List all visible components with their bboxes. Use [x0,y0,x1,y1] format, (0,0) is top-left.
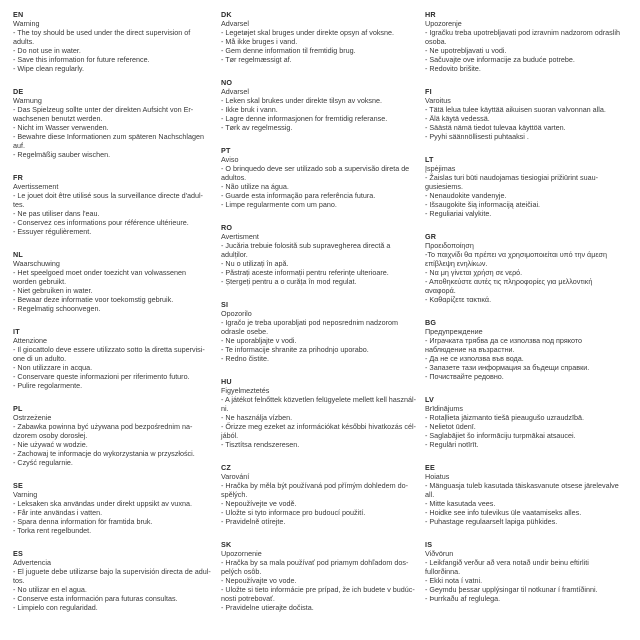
warning-line: - Das Spielzeug sollte unter der direkten Aufsicht von Er- [13,105,194,114]
warning-line: osoba. [425,37,447,46]
warning-line: - Leksaken ska användas under direkt uppsikt av vuxna. [13,499,192,508]
language-code: EN [13,10,24,19]
warning-line: jából. [221,431,239,440]
warning-line: - Reguliariai valykite. [425,209,492,218]
warning-line: - No utilizar en el agua. [13,585,87,594]
language-block-bg [425,318,636,381]
language-block-gr [425,232,636,304]
language-block-it [13,327,206,390]
language-code: FI [425,87,432,96]
column-1 [0,10,211,640]
warning-line: - Conservare queste informazioni per riferimento futuro. [13,372,190,381]
warning-line: - Zachowaj te informacje do wykorzystania w przyszłości. [13,449,195,458]
warning-heading: Varning [13,490,38,499]
language-block-fr [13,173,206,236]
warning-line: - Niet gebruiken in water. [13,286,93,295]
column-3 [406,10,640,640]
language-code: BG [425,318,437,327]
warning-line: - Conserve esta información para futuras consultas. [13,594,178,603]
warning-line: - Καθαρίζετε τακτικά. [425,295,492,304]
warning-line: - Αποθηκεύστε αυτές τις πληροφορίες για μελλοντική [425,277,593,286]
warning-line: - Pyyhi säännöllisesti puhtaaksi . [425,132,529,141]
language-block-no [221,78,406,132]
warning-heading: Aviso [221,155,239,164]
warning-line: - Wipe clean regularly. [13,64,84,73]
warning-line: pelých osôb. [221,567,262,576]
warning-line: - Pulire regolarmente. [13,381,83,390]
warning-line: - Nenaudokite vandenyje. [425,191,507,200]
warning-line: - Le jouet doit être utilisé sous la surveillance directe d'adul- [13,191,203,200]
warning-heading: Varování [221,472,250,481]
language-code: LT [425,155,434,164]
warning-line: - Почиствайте редовно. [425,372,504,381]
warning-heading: Предупреждение [425,327,483,336]
warning-line: - Uložte si tieto informácie pre prípad, že ich budete v budúc- [221,585,415,594]
language-code: NO [221,78,233,87]
warning-line: - Bewaar deze informatie voor toekomstig gebruik. [13,295,174,304]
warning-line: - Mänguasja tuleb kasutada täiskasvanute otsese järelevalve [425,481,619,490]
warning-line: - The toy should be used under the direct supervision of [13,28,191,37]
warning-line: auf. [13,141,25,150]
language-code: SI [221,300,229,309]
language-code: HU [221,377,232,386]
warning-line: - Torka rent regelbundet. [13,526,92,535]
warning-line: наблюдение на възрастни. [425,345,515,354]
warning-line: - Hračka by měla být používaná pod přímým dohledem do- [221,481,408,490]
language-code: DE [13,87,24,96]
warning-line: - Nu o utilizați în apă. [221,259,289,268]
language-code: RO [221,223,233,232]
language-code: SK [221,540,232,549]
warning-line: - Regelmäßig sauber wischen. [13,150,111,159]
warning-heading: Ostrzeżenie [13,413,52,422]
warning-heading: Varoitus [425,96,451,105]
language-block-pt [221,146,410,209]
warning-heading: Advertencia [13,558,51,567]
warning-line: - Ekki nota í vatni. [425,576,483,585]
warning-line: - Hračka by sa mala používať pod priamym dohľadom dos- [221,558,409,567]
warning-line: - Non utilizzare in acqua. [13,363,93,372]
language-code: CZ [221,463,231,472]
warning-line: - Leken skal brukes under direkte tilsyn av voksne. [221,96,382,105]
warning-line: - Igračku treba upotrebljavati pod izravnim nadzorom odraslih [425,28,620,37]
warning-line: - Tätä lelua tulee käyttää aikuisen suoran valvonnan alla. [425,105,606,114]
warning-line: - Να μη γίνεται χρήση σε νερό. [425,268,523,277]
warning-line: - Het speelgoed moet onder toezicht van volwassenen [13,268,187,277]
warning-line: spělých. [221,490,248,499]
warning-heading: Avertissement [13,182,59,191]
warning-line: - Nie używać w wodzie. [13,440,88,449]
language-code: EE [425,463,435,472]
warning-line: - Ștergeți pentru a o curăța în mod regulat. [221,277,357,286]
warning-line: - Il giocattolo deve essere utilizzato sotto la diretta supervisi- [13,345,205,354]
warning-line: - Păstrați aceste informații pentru referințe ulterioare. [221,268,389,277]
warning-line: - Ne pas utiliser dans l'eau. [13,209,100,218]
language-block-se [13,481,206,535]
warning-line: - Играчката трябва да се използва под прякото [425,336,582,345]
language-block-sk [221,540,415,612]
language-block-fi [425,87,636,141]
warning-line: adults. [13,37,35,46]
language-block-pl [13,404,206,467]
warning-line: - Tør regelmæssigt af. [221,55,292,64]
language-code: PT [221,146,231,155]
language-block-cz [221,463,406,526]
language-code: GR [425,232,437,241]
warning-line: - Guarde esta informação para referência futura. [221,191,376,200]
language-code: IS [425,540,433,549]
warning-line: - Gem denne information til fremtidig brug. [221,46,356,55]
warning-heading: Opozorilo [221,309,252,318]
warning-line: - Ne uporabljajte v vodi. [221,336,297,345]
warning-line: - Puhastage regulaarselt lapiga pühkides. [425,517,558,526]
language-block-es [13,549,211,612]
column-2 [206,10,416,640]
warning-heading: Warnung [13,96,42,105]
warning-line: - Mitte kasutada vees. [425,499,496,508]
warning-line: - Nicht im Wasser verwenden. [13,123,109,132]
warning-heading: Upozornenie [221,549,262,558]
warning-line: - Limpielo con regularidad. [13,603,98,612]
language-block-en [13,10,206,73]
warning-line: adulților. [221,250,248,259]
warning-line: - Rotaļlieta jāizmanto tiešā pieaugušo uzraudzībā. [425,413,585,422]
warning-line: - Saglabājiet šo informāciju turpmākai atsaucei. [425,431,576,440]
warning-line: - Jucăria trebuie folosită sub supravegherea directă a [221,241,391,250]
warning-line: - Őrizze meg ezeket az információkat későbbi hivatkozás cél- [221,422,416,431]
warning-line: - Да не се използва във вода. [425,354,524,363]
warning-heading: Advarsel [221,19,249,28]
warning-line: nosti potrebovať. [221,594,275,603]
warning-line: - Lagre denne informasjonen for fremtidig referanse. [221,114,388,123]
warning-heading: Avertisment [221,232,259,241]
language-code: ES [13,549,23,558]
language-code: SE [13,481,23,490]
language-code: NL [13,250,23,259]
warning-line: ni. [221,404,229,413]
warning-line: -Το παιχνίδι θα πρέπει να χρησιμοποιείται υπό την άμεση [425,250,607,259]
warning-line: odrasle osebe. [221,327,269,336]
warning-line: - Zabawka powinna być używana pod bezpośrednim na- [13,422,193,431]
language-block-de [13,87,206,159]
warning-line: - Запазете тази информация за бъдещи справки. [425,363,590,372]
warning-line: - Do not use in water. [13,46,81,55]
warning-line: - Nepoužívejte ve vodě. [221,499,297,508]
warning-heading: Hoiatus [425,472,450,481]
warning-line: wachsenen benutzt werden. [13,114,103,123]
warning-line: - Ne használja vízben. [221,413,293,422]
warning-line: adultos. [221,173,247,182]
warning-heading: Brīdinājums [425,404,463,413]
warning-line: - Spara denna information för framtida bruk. [13,517,153,526]
warning-line: tos. [13,576,25,585]
warning-line: - Essuyer régulièrement. [13,227,92,236]
warning-heading: Viðvörun [425,549,454,558]
warning-line: - Þurrkaðu af reglulega. [425,594,501,603]
warning-line: one di un adulto. [13,354,67,363]
warning-line: - Älä käytä vedessä. [425,114,490,123]
warning-line: - Regulāri notīrīt. [425,440,479,449]
warning-line: - Save this information for future reference. [13,55,150,64]
warning-line: - Nepoužívajte vo vode. [221,576,297,585]
warning-heading: Attenzione [13,336,47,345]
language-code: HR [425,10,436,19]
language-code: LV [425,395,435,404]
language-block-si [221,300,406,363]
warning-line: - Nelietot ūdenī. [425,422,476,431]
warning-line: - Hoidke see info tulevikus üle vaatamiseks alles. [425,508,582,517]
warning-heading: Προειδοποίηση [425,241,474,250]
warning-line: - Legetøjet skal bruges under direkte opsyn af voksne. [221,28,394,37]
warning-line: - Não utilize na água. [221,182,289,191]
warning-line: - Leikfangið verður að vera notað undir beinu eftirliti [425,558,589,567]
warning-line: - Ne upotrebljavati u vodi. [425,46,507,55]
warning-line: αναφορά. [425,286,456,295]
warning-line: - Må ikke bruges i vand. [221,37,298,46]
language-code: FR [13,173,23,182]
warning-line: - Pravidelně otírejte. [221,517,286,526]
warning-heading: Figyelmeztetés [221,386,270,395]
language-block-nl [13,250,206,313]
warning-line: - Uložte si tyto informace pro budoucí použití. [221,508,366,517]
warning-line: - Žaislas turi būti naudojamas tiesiogiai prižiūrint suau- [425,173,598,182]
warning-line: - Limpe regularmente com um pano. [221,200,337,209]
warning-line: - Redovito brišite. [425,64,481,73]
warning-line: - Säästä nämä tiedot tulevaa käyttöä varten. [425,123,566,132]
warning-line: fullorðinna. [425,567,461,576]
language-block-lt [425,155,636,218]
warning-heading: Įspėjimas [425,164,456,173]
language-block-hu [221,377,416,449]
warning-line: - Išsaugokite šią informaciją ateičiai. [425,200,541,209]
language-code: PL [13,404,23,413]
warning-line: - Ikke bruk i vann. [221,105,278,114]
warning-line: all. [425,490,435,499]
warning-line: - Pravidelne utierajte dočista. [221,603,314,612]
language-block-ee [425,463,636,526]
warning-line: - Sačuvajte ove informacije za buduće potrebe. [425,55,575,64]
warning-line: dzorem osoby dorosłej. [13,431,88,440]
warning-heading: Advarsel [221,87,249,96]
warning-line: - El juguete debe utilizarse bajo la supervisión directa de adul- [13,567,211,576]
warning-line: - Redno čistite. [221,354,269,363]
language-block-ro [221,223,406,286]
warning-heading: Warning [13,19,40,28]
warning-line: - Tisztítsa rendszeresen. [221,440,300,449]
warning-line: - Czyść regularnie. [13,458,73,467]
warning-line: - Igračo je treba uporabljati pod neposrednim nadzorom [221,318,398,327]
language-block-lv [425,395,636,449]
warning-line: - Geymdu þessar upplýsingar til notkunar í framtíðinni. [425,585,598,594]
warning-line: - Regelmatig schoonvegen. [13,304,101,313]
warning-heading: Upozorenje [425,19,462,28]
warning-line: - Bewahre diese Informationen zum späteren Nachschlagen [13,132,204,141]
language-code: DK [221,10,232,19]
warning-line: - Te informacije shranite za prihodnjo uporabo. [221,345,369,354]
warning-line: - A játékot felnőttek közvetlen felügyelete mellett kell használ- [221,395,416,404]
warning-line: - O brinquedo deve ser utilizado sob a supervisão direta de [221,164,410,173]
language-block-dk [221,10,406,64]
warning-heading: Waarschuwing [13,259,60,268]
warning-line: - Tørk av regelmessig. [221,123,293,132]
warning-line: gusiesiems. [425,182,463,191]
language-block-hr [425,10,636,73]
language-code: IT [13,327,20,336]
warning-line: worden gebruikt. [13,277,67,286]
warning-line: - Conservez ces informations pour référence ultérieure. [13,218,189,227]
warning-line: tes. [13,200,25,209]
language-block-is [425,540,636,603]
warning-line: επίβλεψη ενηλίκων. [425,259,488,268]
warning-line: - Får inte användas i vatten. [13,508,103,517]
